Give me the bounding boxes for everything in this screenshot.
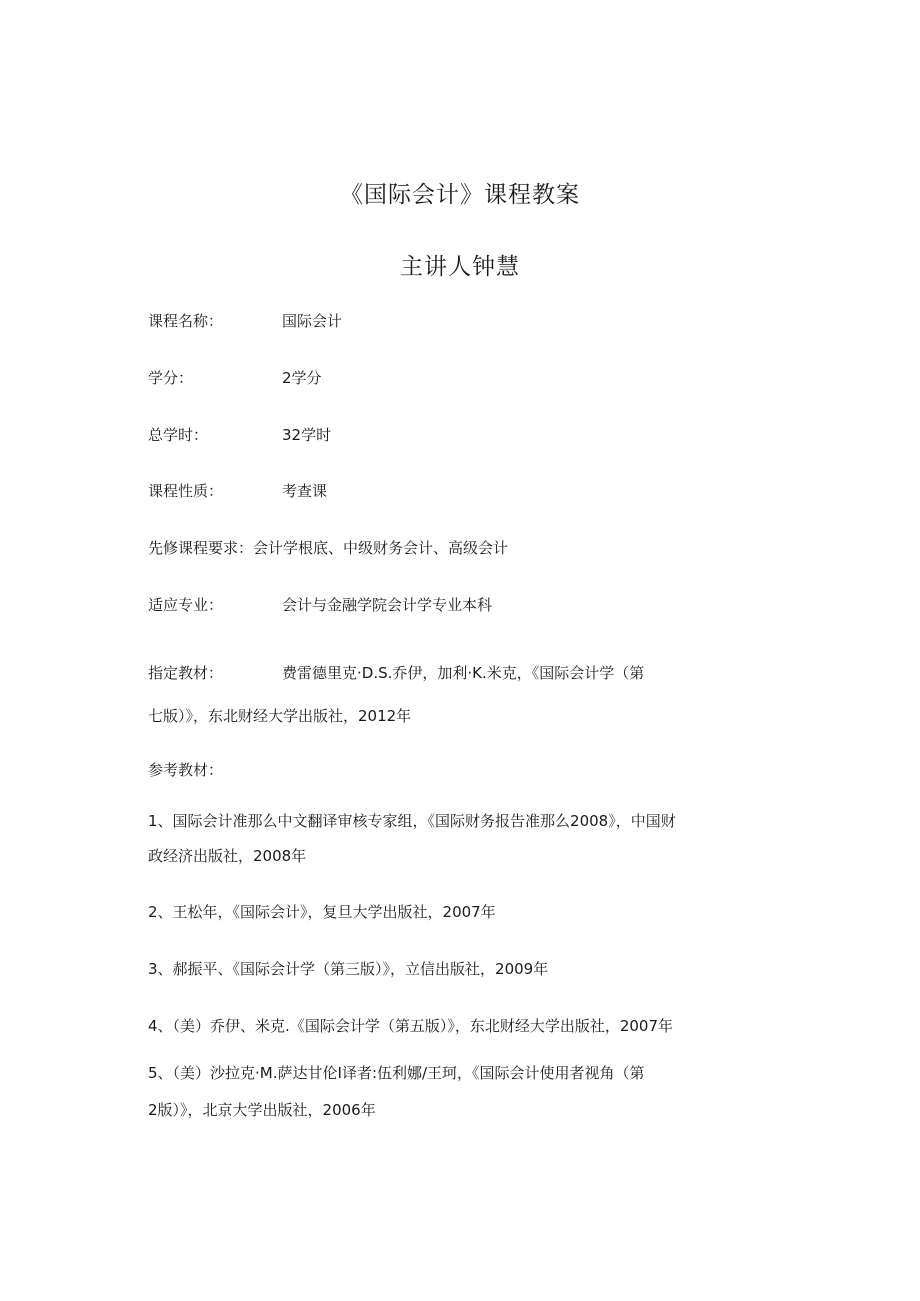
reference-item: 1、国际会计准那么中文翻译审核专家组，《国际财务报告准那么2008》，中国财 (148, 812, 676, 830)
credits-value: 2学分 (282, 369, 322, 387)
course-name-label: 课程名称： (148, 312, 224, 330)
major-label: 适应专业： (148, 596, 224, 614)
textbook-label: 指定教材： (148, 664, 224, 682)
reference-item-continuation: 政经济出版社，2008年 (148, 847, 307, 865)
textbook-continuation: 七版）》，东北财经大学出版社，2012年 (148, 707, 412, 725)
major-row (148, 595, 492, 615)
total-hours-value: 32学时 (282, 426, 332, 444)
textbook-row (148, 663, 644, 683)
total-hours-label: 总学时： (148, 426, 209, 444)
course-name-value: 国际会计 (282, 312, 343, 330)
document-title: 《国际会计》课程教案 (340, 182, 580, 208)
course-type-label: 课程性质： (148, 482, 224, 500)
prerequisites-value: 会计学根底、中级财务会计、高级会计 (253, 539, 509, 557)
reference-item-continuation: 2版）》，北京大学出版社，2006年 (148, 1101, 376, 1119)
credits-label: 学分： (148, 369, 194, 387)
credits-row (148, 368, 322, 388)
course-type-row (148, 481, 327, 501)
references-heading: 参考教材： (148, 761, 224, 779)
total-hours-row (148, 425, 331, 445)
reference-item: 5、（美）沙拉克·M.萨达甘伦I译者:伍利娜/王珂，《国际会计使用者视角（第 (148, 1064, 645, 1082)
reference-item: 2、王松年，《国际会计》，复旦大学出版社，2007年 (148, 903, 496, 921)
reference-item: 3、郝振平、《国际会计学（第三版）》，立信出版社，2009年 (148, 960, 549, 978)
reference-item: 4、（美）乔伊、米克.《国际会计学（第五版）》，东北财经大学出版社，2007年 (148, 1017, 673, 1035)
course-name-row (148, 311, 342, 331)
prerequisites-row (148, 538, 508, 558)
course-type-value: 考查课 (282, 482, 328, 500)
major-value: 会计与金融学院会计学专业本科 (282, 596, 493, 614)
textbook-line-1: 费雷德里克·D.S.乔伊，加利·K.米克，《国际会计学（第 (282, 664, 645, 682)
lecturer-line: 主讲人钟慧 (400, 254, 520, 280)
prerequisites-label: 先修课程要求： (148, 539, 254, 557)
